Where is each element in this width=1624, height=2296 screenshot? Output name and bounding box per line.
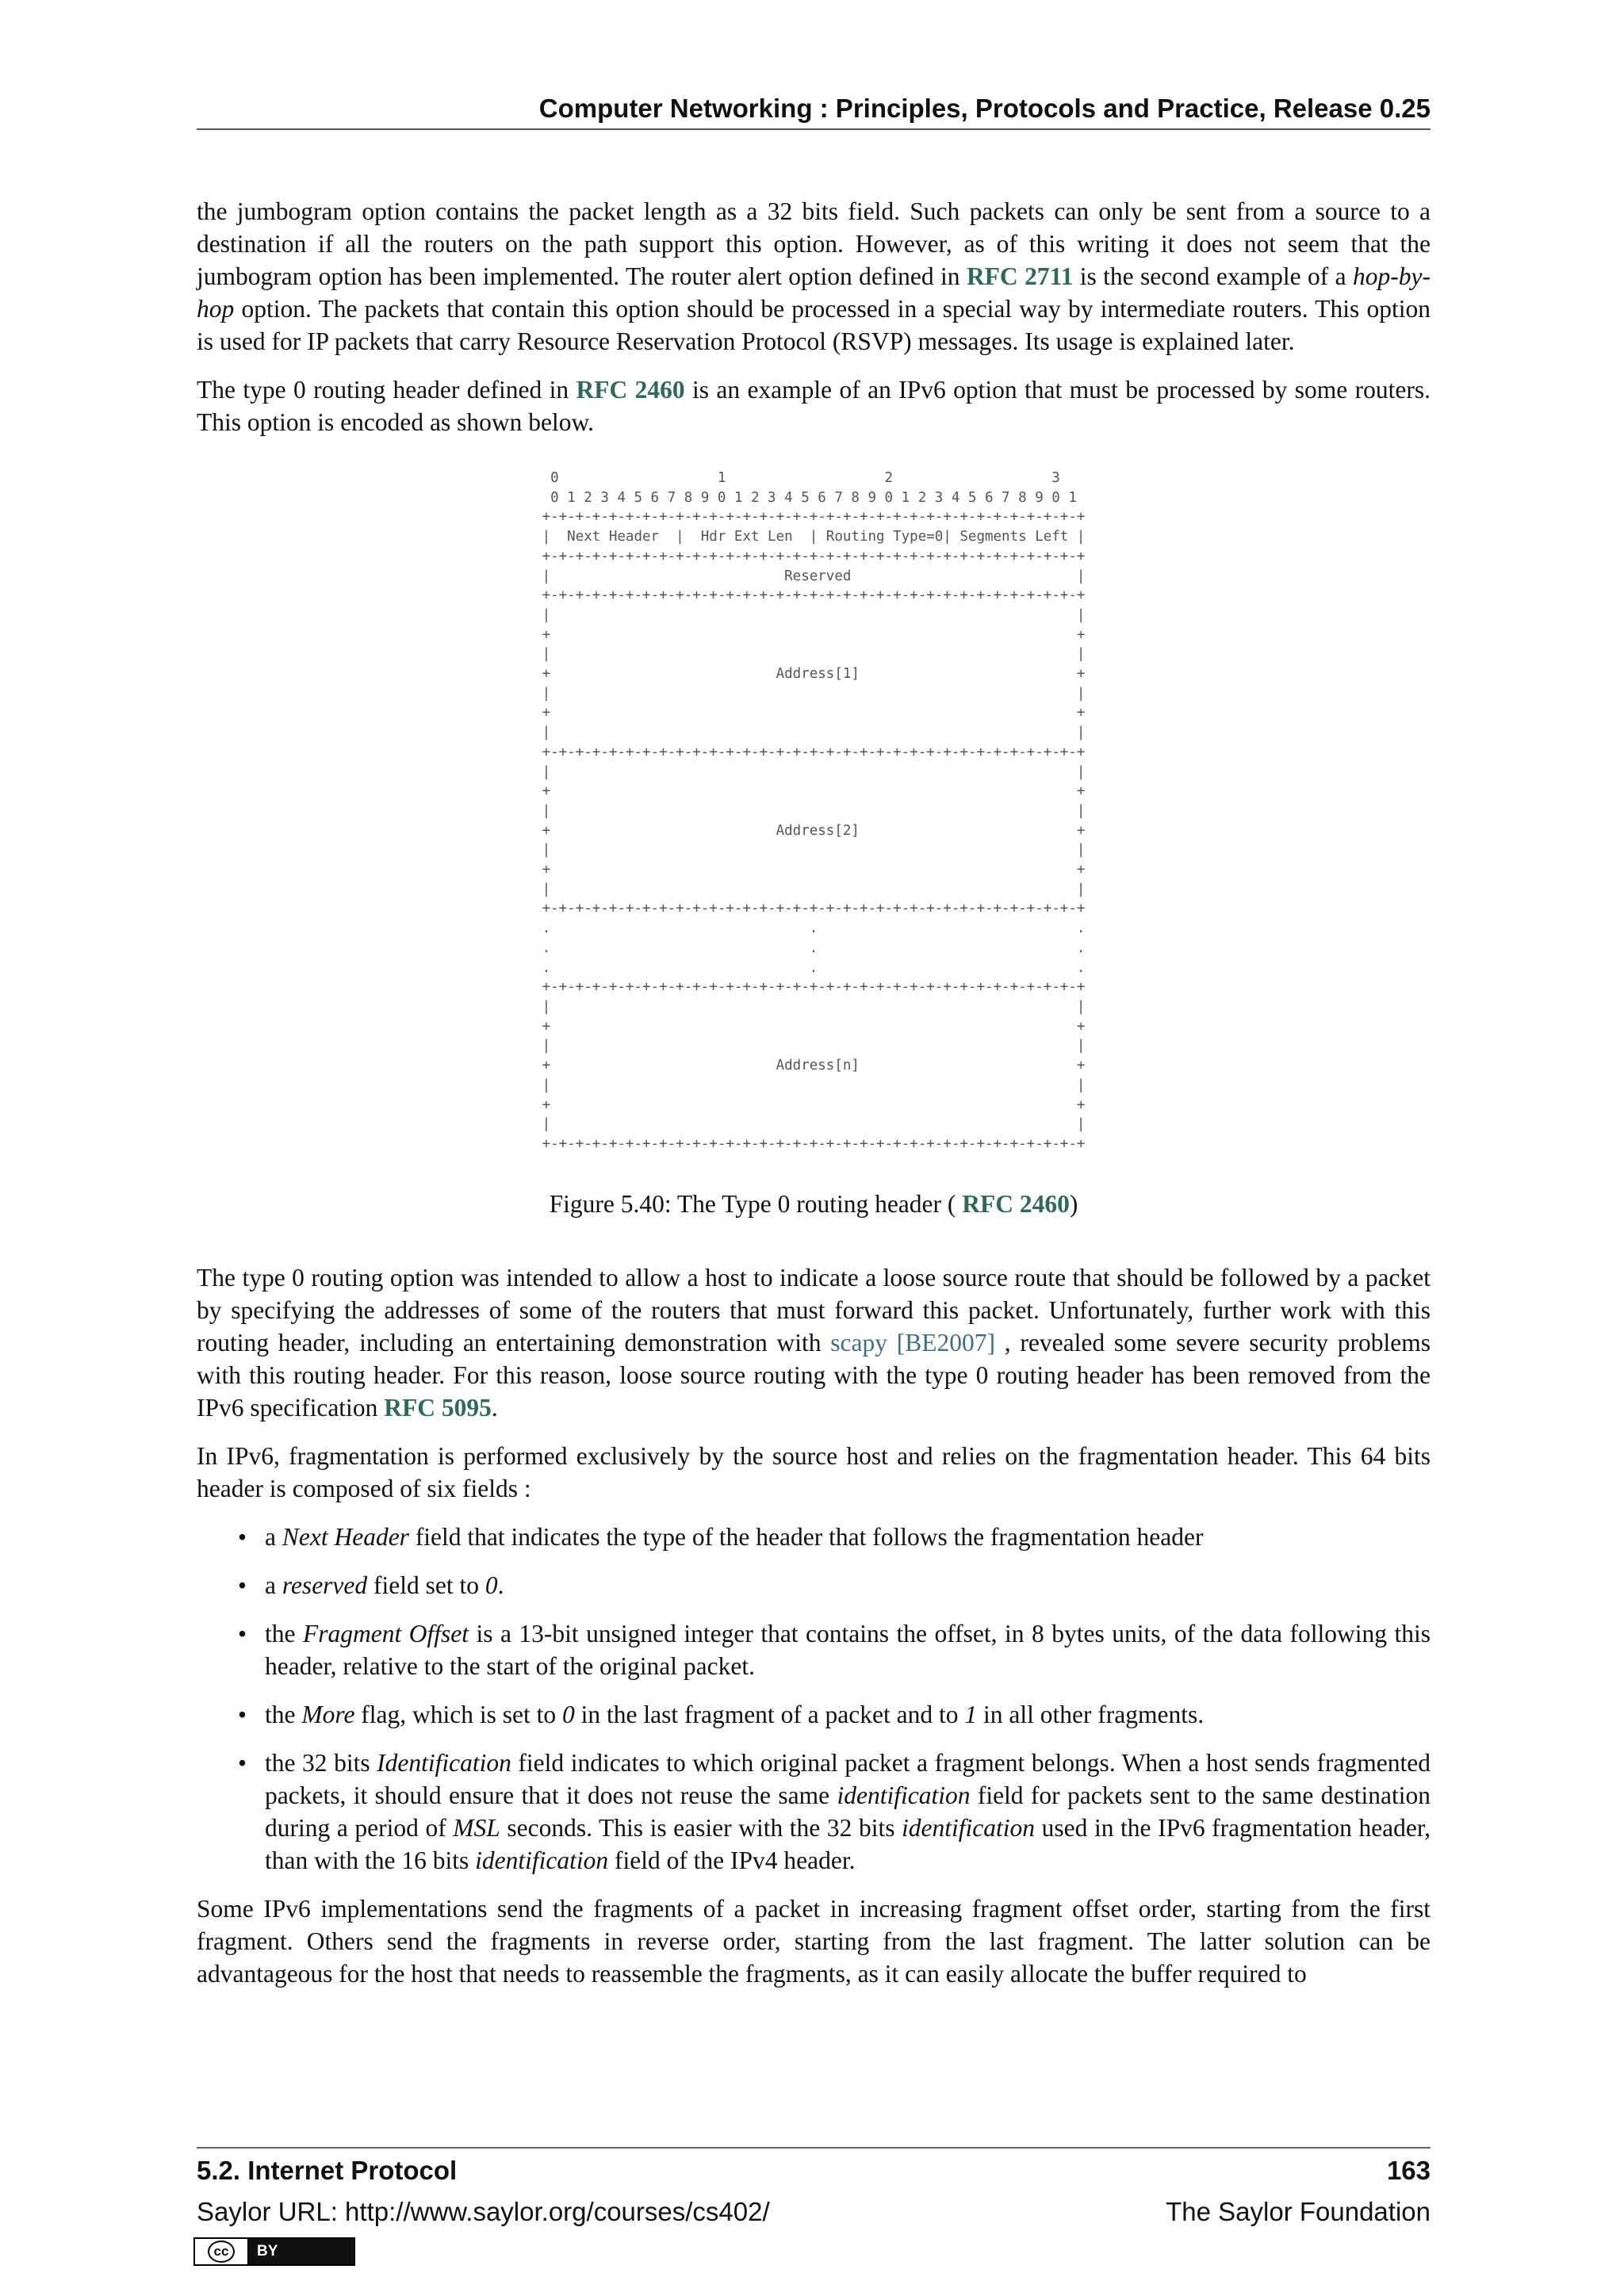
running-header (197, 89, 1431, 130)
list-item-fragment-offset: • the Fragment Offset is a 13-bit unsigned integer that contains the offset, in 8 bytes units, of the data following this header, relative to the start of the original packet. (197, 1617, 1431, 1682)
creative-commons-icon: cc (195, 2239, 249, 2264)
diagram-line: | | (542, 802, 1086, 819)
diagram-line: + + (542, 1096, 1086, 1113)
rfc-2711-link[interactable]: RFC 2711 (966, 262, 1074, 290)
diagram-line: +-+-+-+-+-+-+-+-+-+-+-+-+-+-+-+-+-+-+-+-+-+-+-+-+-+-+-+-+-+-+-+-+ (542, 1135, 1086, 1152)
diagram-line: | | (542, 881, 1086, 897)
diagram-line: | | (542, 607, 1086, 623)
publisher-name: The Saylor Foundation (1166, 2197, 1431, 2226)
diagram-line: | | (542, 685, 1086, 702)
paragraph-type0-security: The type 0 routing option was intended to allow a host to indicate a loose source route that should be followed by a packet by specifying the addresses of some of the routers that must forward this packet. Unfortunately, further work with this routing header, including an entertaining demonstration with scapy [BE2007] , revealed some severe security problems with this routing header. For this reason, loose source routing with the type 0 routing header has been removed from the IPv6 specification RFC 5095. (197, 1263, 1431, 1422)
diagram-line: +-+-+-+-+-+-+-+-+-+-+-+-+-+-+-+-+-+-+-+-+-+-+-+-+-+-+-+-+-+-+-+-+ (542, 587, 1086, 604)
list-item-more-flag: • the More flag, which is set to 0 in the last fragment of a packet and to 1 in all other fragments. (197, 1698, 1431, 1731)
paragraph-fragment-order: Some IPv6 implementations send the fragments of a packet in increasing fragment offset order, starting from the first fragment. Others send the fragments in reverse order, starting from the last fragment. The latter solution can be advantageous for the host that needs to reassemble the fragments, as it can easily allocate the buffer required to (197, 1894, 1431, 1988)
rfc-5095-link[interactable]: RFC 5095 (384, 1393, 492, 1422)
page-content (197, 195, 1431, 2006)
list-item-next-header: • a Next Header field that indicates the type of the header that follows the fragmentation header (197, 1521, 1431, 1553)
bullet-icon: • (238, 1571, 247, 1599)
bullet-icon: • (238, 1522, 247, 1551)
caption-rfc-2460-link[interactable]: RFC 2460 (962, 1189, 1070, 1218)
diagram-line: . . . (542, 939, 1086, 956)
footer-divider (197, 2147, 1431, 2149)
routing-header-diagram (542, 469, 1086, 1154)
diagram-line: | | (542, 842, 1086, 859)
diagram-line: | Next Header | Hdr Ext Len | Routing Type=0| Segments Left | (542, 529, 1086, 545)
fragmentation-fields-list (197, 1521, 1431, 1877)
scapy-link[interactable]: scapy (830, 1328, 887, 1357)
diagram-line: +-+-+-+-+-+-+-+-+-+-+-+-+-+-+-+-+-+-+-+-+-+-+-+-+-+-+-+-+-+-+-+-+ (542, 744, 1086, 760)
diagram-line: 0 1 2 3 4 5 6 7 8 9 0 1 2 3 4 5 6 7 8 9 0 1 2 3 4 5 6 7 8 9 0 1 (542, 489, 1077, 506)
be2007-citation-link[interactable]: [BE2007] (896, 1328, 995, 1357)
page-number: 163 (1386, 2156, 1431, 2185)
diagram-line: | | (542, 1116, 1086, 1133)
diagram-line: | | (542, 646, 1086, 663)
bullet-icon: • (238, 1700, 247, 1728)
paragraph-fragmentation: In IPv6, fragmentation is performed exclusively by the source host and relies on the fragmentation header. This 64 bits header is composed of six fields : (197, 1441, 1431, 1502)
diagram-line: . . . (542, 920, 1086, 937)
diagram-line: + Address[n] + (542, 1058, 1086, 1074)
figure-caption: Figure 5.40: The Type 0 routing header ( RFC 2460) (549, 1189, 1078, 1218)
diagram-line: + + (542, 1018, 1086, 1035)
list-item-identification: • the 32 bits Identification field indicates to which original packet a fragment belongs. When a host sends fragmented packets, it should ensure that it does not reuse the same identification field for packets sent to the same destination during a period of MSL seconds. This is easier with the 32 bits identification used in the IPv6 fragmentation header, than with the 16 bits identification field of the IPv4 header. (197, 1747, 1431, 1877)
bullet-icon: • (238, 1619, 247, 1647)
diagram-line: | | (542, 998, 1086, 1015)
cc-by-license-badge (193, 2237, 355, 2266)
routing-header-figure (197, 469, 1431, 1156)
diagram-line: + + (542, 626, 1086, 643)
diagram-line: | | (542, 725, 1086, 741)
footer-section-title: 5.2. Internet Protocol (197, 2156, 458, 2185)
book-title: Computer Networking : Principles, Protocols and Practice, Release 0.25 (538, 94, 1431, 123)
footer-source-row (197, 2195, 1431, 2229)
paragraph-routing-header: The type 0 routing header defined in RFC 2460 is an example of an IPv6 option that must be processed by some routers. This option is encoded as shown below. (197, 376, 1431, 436)
saylor-url: Saylor URL: http://www.saylor.org/courses/cs402/ (197, 2197, 770, 2226)
diagram-line: + Address[1] + (542, 666, 1086, 683)
diagram-line: | Reserved | (542, 568, 1086, 584)
diagram-line: 0 1 2 3 (542, 470, 1060, 486)
diagram-line: +-+-+-+-+-+-+-+-+-+-+-+-+-+-+-+-+-+-+-+-+-+-+-+-+-+-+-+-+-+-+-+-+ (542, 901, 1086, 917)
diagram-line: +-+-+-+-+-+-+-+-+-+-+-+-+-+-+-+-+-+-+-+-+-+-+-+-+-+-+-+-+-+-+-+-+ (542, 979, 1086, 996)
rfc-2460-link[interactable]: RFC 2460 (576, 376, 685, 404)
diagram-line: + + (542, 862, 1086, 878)
diagram-line: + + (542, 705, 1086, 721)
list-item-reserved: • a reserved field set to 0. (197, 1569, 1431, 1601)
diagram-line: . . . (542, 959, 1086, 976)
footer-section-row (197, 2153, 1431, 2188)
diagram-line: | | (542, 1077, 1086, 1093)
bullet-icon: • (238, 1748, 247, 1777)
attribution-label: BY (249, 2239, 354, 2264)
diagram-line: +-+-+-+-+-+-+-+-+-+-+-+-+-+-+-+-+-+-+-+-+-+-+-+-+-+-+-+-+-+-+-+-+ (542, 548, 1086, 564)
diagram-line: | | (542, 1038, 1086, 1054)
paragraph-jumbogram: the jumbogram option contains the packet length as a 32 bits field. Such packets can only be sent from a source to a destination if all the routers on the path support this option. However, as of this writing it does not seem that the jumbogram option has been implemented. The router alert option defined in RFC 2711 is the second example of a hop-by-hop option. The packets that contain this option should be processed in a special way by intermediate routers. This option is used for IP packets that carry Resource Reservation Protocol (RSVP) messages. Its usage is explained later. (197, 197, 1431, 355)
diagram-line: + Address[2] + (542, 822, 1086, 839)
diagram-line: +-+-+-+-+-+-+-+-+-+-+-+-+-+-+-+-+-+-+-+-+-+-+-+-+-+-+-+-+-+-+-+-+ (542, 509, 1086, 526)
diagram-line: + + (542, 783, 1086, 800)
diagram-line: | | (542, 763, 1086, 780)
